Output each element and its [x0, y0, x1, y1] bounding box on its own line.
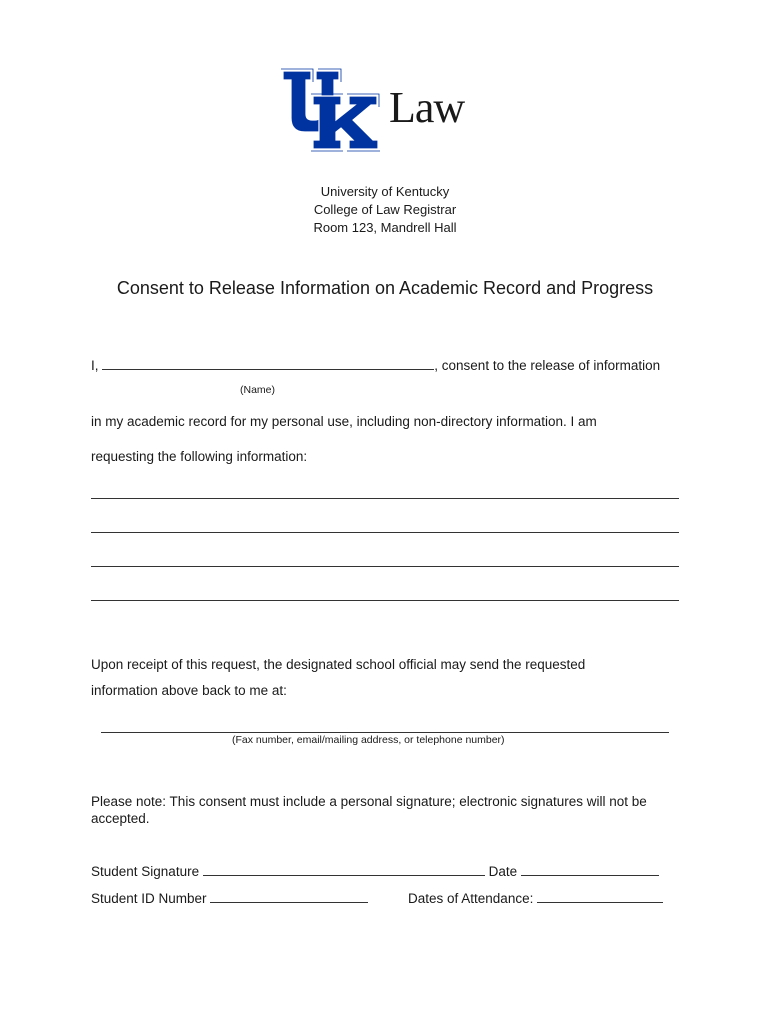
attendance-field[interactable] — [537, 902, 663, 903]
form-title: Consent to Release Information on Academic Record and Progress — [116, 278, 654, 298]
requested-info-line-3[interactable] — [91, 566, 679, 567]
attendance-row — [408, 891, 663, 906]
receipt-line-1: Upon receipt of this request, the designated school official may send the requested — [91, 657, 586, 672]
logo-wordmark: Law — [389, 83, 465, 132]
date-label: Date — [488, 864, 518, 879]
contact-hint: (Fax number, email/mailing address, or telephone number) — [232, 734, 505, 746]
i-label: I, — [91, 358, 99, 373]
registrar-address — [0, 183, 770, 237]
receipt-line-2: information above back to me at: — [91, 683, 287, 698]
requested-info-line-4[interactable] — [91, 600, 679, 601]
consent-line-2: in my academic record for my personal use, including non-directory information. I am — [91, 414, 597, 429]
student-id-field[interactable] — [210, 902, 368, 903]
date-field[interactable] — [521, 875, 659, 876]
name-hint: (Name) — [240, 384, 276, 396]
note-line-1: Please note: This consent must include a personal signature; electronic signatures will not be — [91, 794, 647, 809]
student-id-label: Student ID Number — [91, 891, 207, 906]
signature-field[interactable] — [203, 875, 485, 876]
consent-statement — [91, 358, 660, 373]
attendance-label: Dates of Attendance: — [408, 891, 534, 906]
address-line: University of Kentucky — [320, 184, 450, 199]
requested-info-line-1[interactable] — [91, 498, 679, 499]
note-line-2: accepted. — [91, 811, 150, 826]
signature-label: Student Signature — [91, 864, 200, 879]
requested-info-line-2[interactable] — [91, 532, 679, 533]
contact-field[interactable] — [101, 732, 669, 733]
uk-logo-icon — [281, 68, 381, 152]
consent-text: , consent to the release of information — [434, 358, 661, 373]
student-id-row — [91, 891, 368, 906]
uk-law-logo — [281, 68, 481, 152]
signature-row — [91, 864, 659, 879]
name-field[interactable] — [102, 369, 434, 370]
address-line: Room 123, Mandrell Hall — [313, 220, 457, 235]
address-line: College of Law Registrar — [313, 202, 457, 217]
consent-line-3: requesting the following information: — [91, 449, 308, 464]
